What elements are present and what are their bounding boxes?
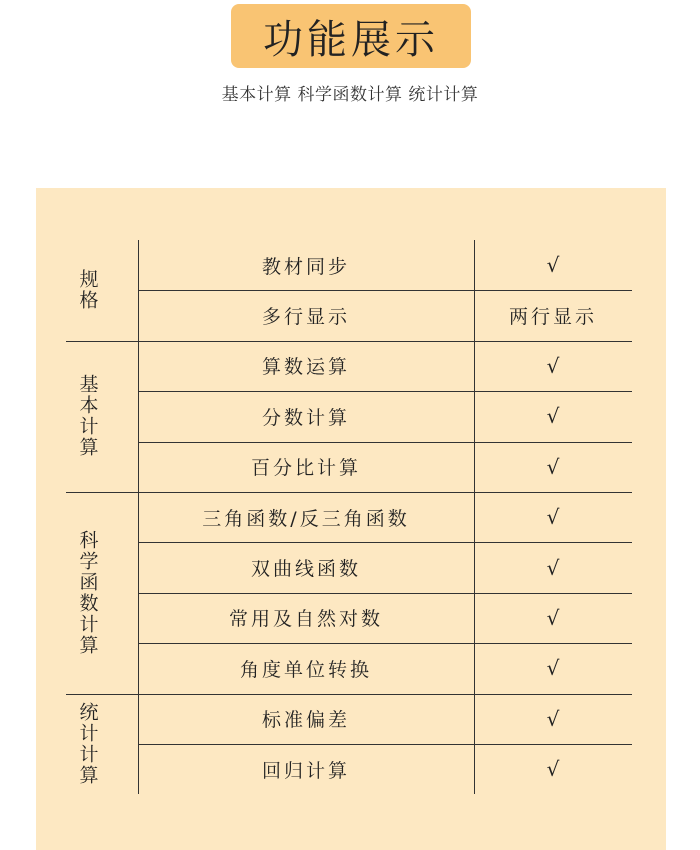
feature-cell: 算数运算 — [261, 356, 350, 379]
group-label-text: 规格 — [76, 269, 99, 312]
feature-cell: 回归计算 — [261, 759, 350, 782]
feature-cell: 多行显示 — [261, 306, 350, 329]
value-cell: 两行显示 — [508, 306, 597, 329]
group-label — [36, 694, 138, 795]
feature-cell: 三角函数/反三角函数 — [202, 507, 410, 530]
feature-cell: 角度单位转换 — [239, 658, 372, 681]
check-mark-icon: √ — [546, 505, 560, 530]
feature-cell: 教材同步 — [261, 255, 350, 278]
group-label-text: 科学函数计算 — [76, 529, 99, 656]
check-mark-icon: √ — [546, 706, 560, 731]
feature-cell: 标准偏差 — [261, 709, 350, 732]
feature-cell: 分数计算 — [261, 406, 350, 429]
check-mark-icon: √ — [546, 605, 560, 630]
feature-cell: 双曲线函数 — [250, 558, 361, 581]
page-subtitle: 基本计算 科学函数计算 统计计算 — [221, 85, 479, 105]
check-mark-icon: √ — [546, 656, 560, 681]
check-mark-icon: √ — [546, 454, 560, 479]
check-mark-icon: √ — [546, 757, 560, 782]
check-mark-icon: √ — [546, 253, 560, 278]
group-label — [36, 492, 138, 694]
group-label-text: 统计计算 — [76, 701, 99, 786]
feature-cell: 常用及自然对数 — [228, 608, 383, 631]
page-title: 功能展示 — [263, 16, 439, 63]
group-label — [36, 240, 138, 341]
column-divider-right — [474, 240, 475, 794]
group-label — [36, 341, 138, 492]
check-mark-icon: √ — [546, 353, 560, 378]
check-mark-icon: √ — [546, 555, 560, 580]
group-label-text: 基本计算 — [76, 374, 99, 459]
check-mark-icon: √ — [546, 404, 560, 429]
title-badge — [231, 4, 471, 68]
column-divider-left — [138, 240, 139, 794]
feature-cell: 百分比计算 — [250, 457, 361, 480]
feature-table — [36, 188, 666, 850]
